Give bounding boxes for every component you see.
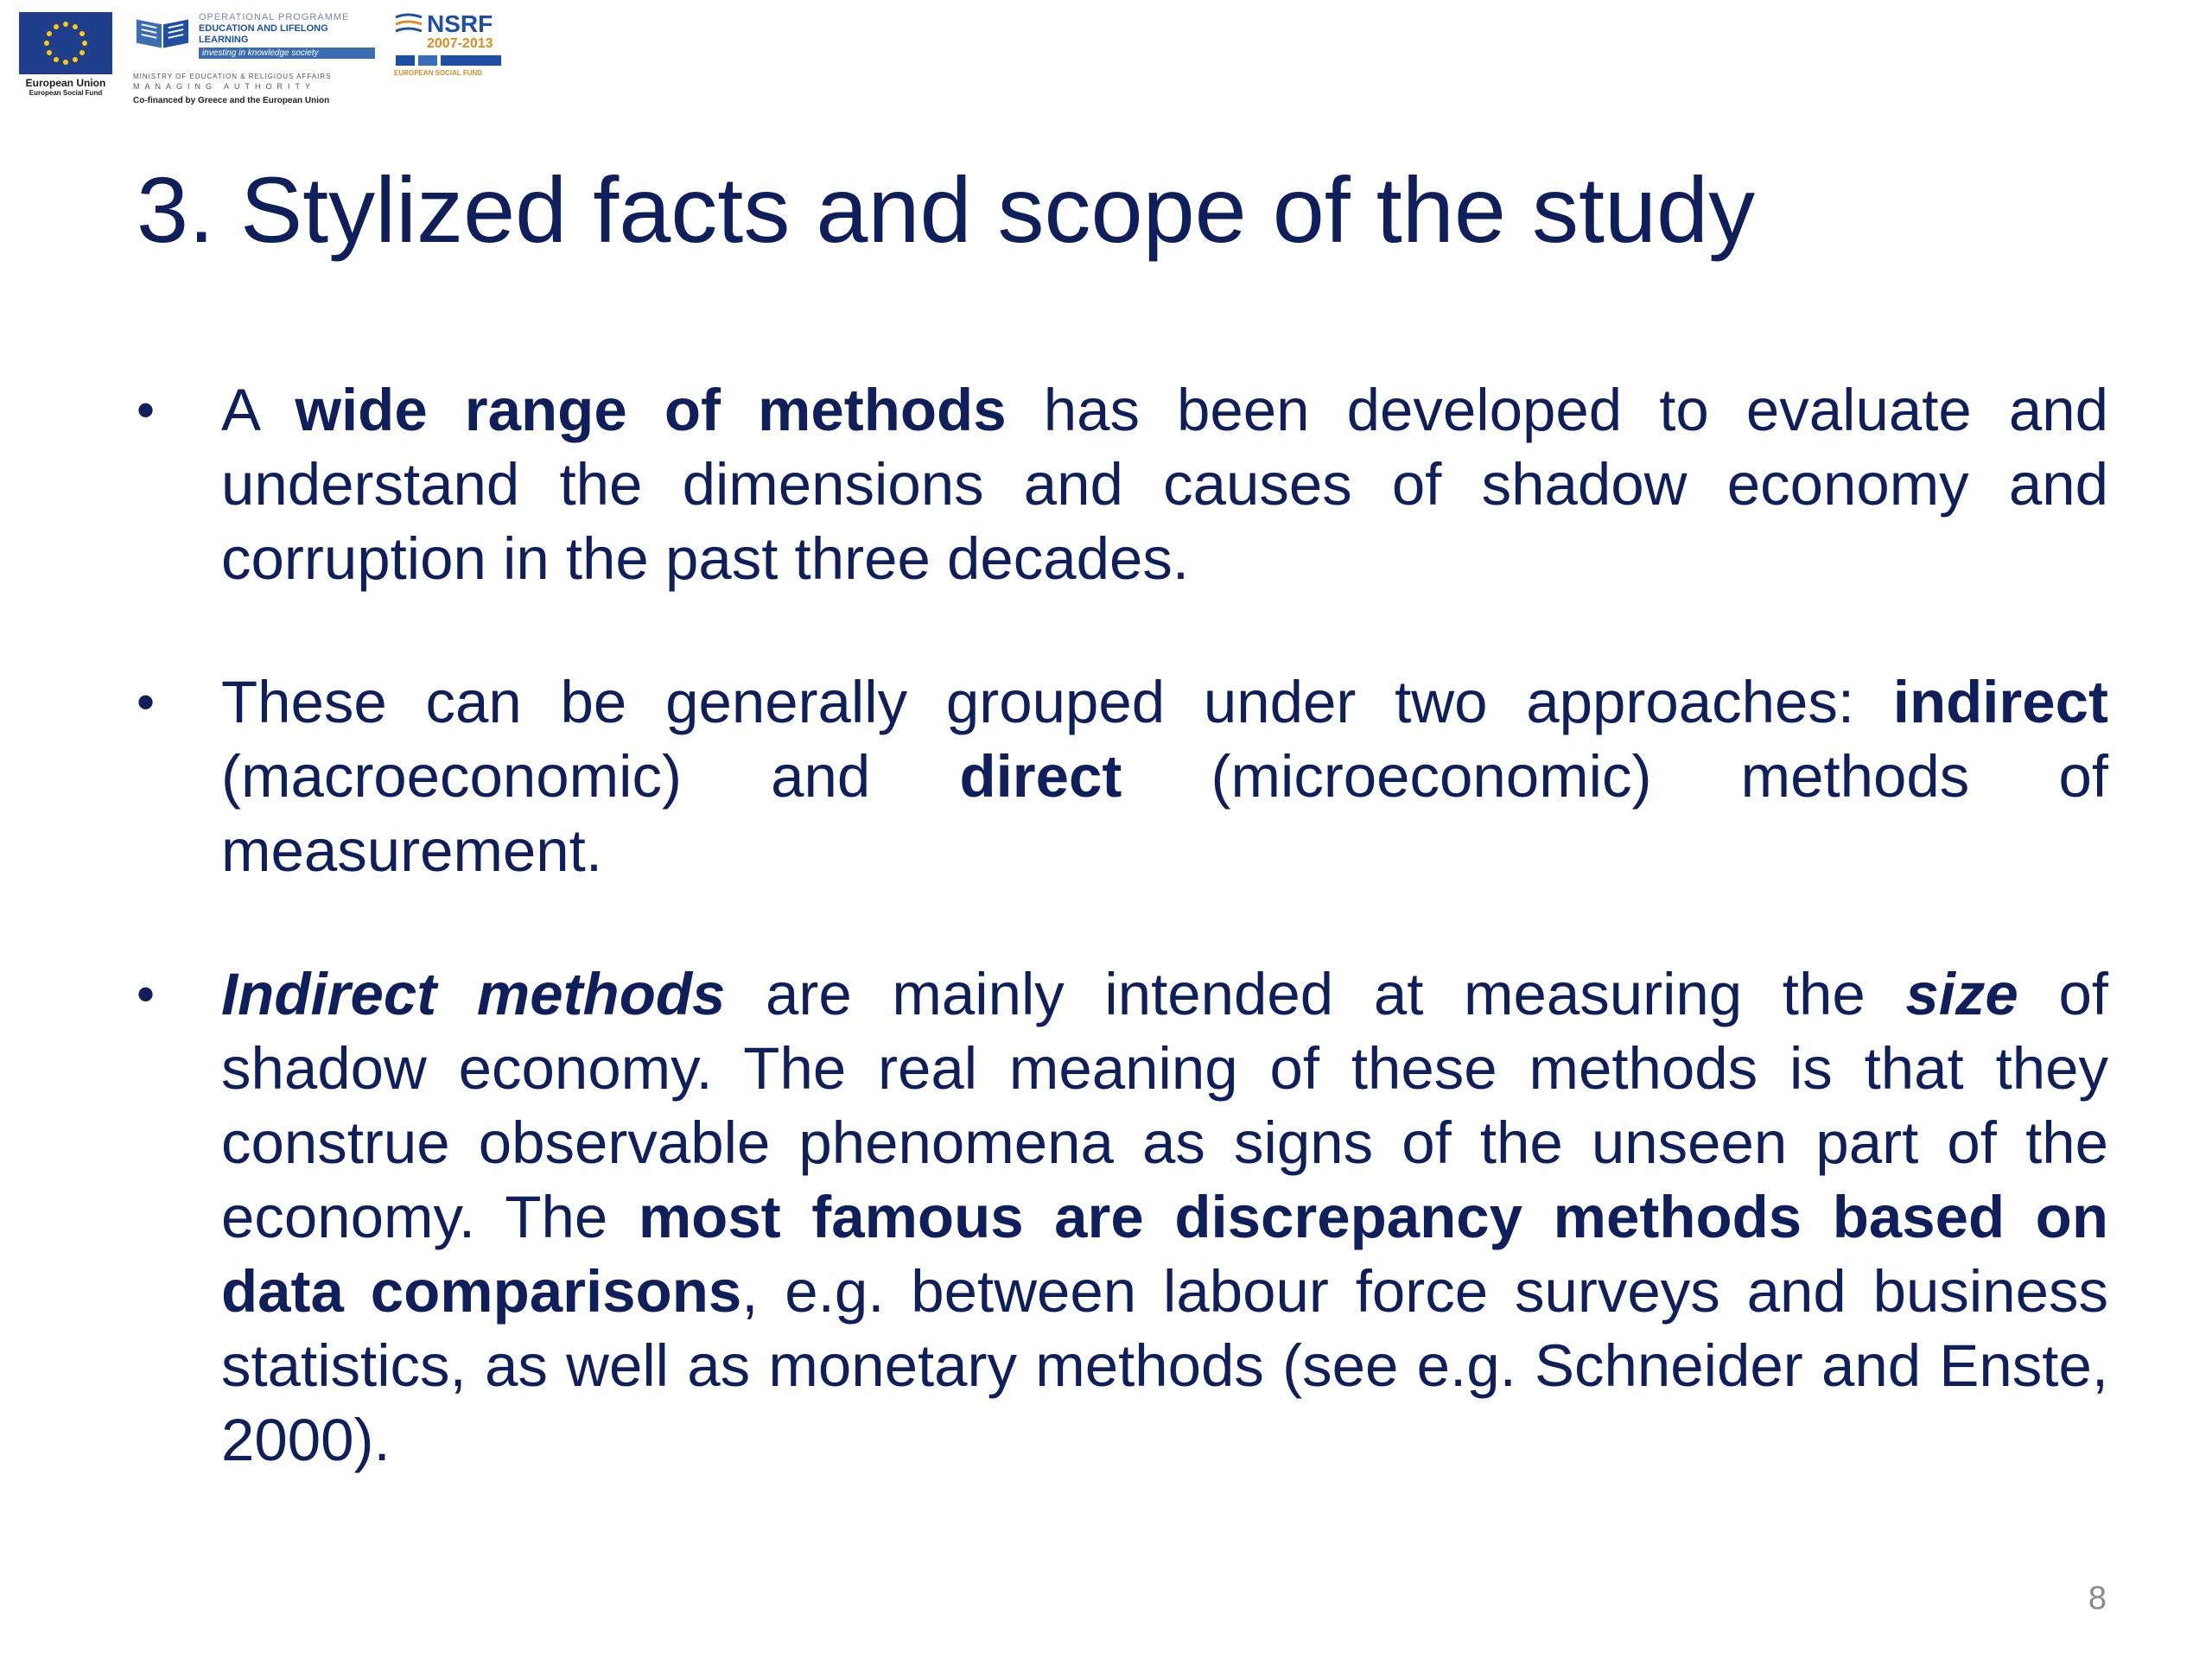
bullet-dot-icon: • bbox=[137, 673, 156, 731]
bullet-emphasis: wide range of methods bbox=[295, 377, 1007, 443]
nsrf-swoosh-icon bbox=[394, 12, 423, 36]
nsrf-name: NSRF bbox=[427, 10, 493, 37]
eu-caption: European Union bbox=[25, 77, 106, 89]
eu-logo bbox=[17, 12, 114, 97]
nsrf-banner bbox=[441, 55, 501, 66]
nsrf-esf: EUROPEAN SOCIAL FUND bbox=[394, 69, 483, 77]
op-programme-label: OPERATIONAL PROGRAMME bbox=[198, 12, 350, 22]
greek-flag-icon bbox=[396, 55, 415, 66]
bullet-emphasis: direct bbox=[959, 743, 1122, 810]
bullet-emphasis: Indirect methods bbox=[221, 961, 726, 1027]
nsrf-bars bbox=[396, 55, 506, 66]
eu-mini-flag-icon bbox=[418, 55, 437, 66]
bullet-text: A bbox=[221, 377, 296, 443]
op-programme-slogan: investing in knowledge society bbox=[199, 48, 375, 59]
bullet-emphasis: indirect bbox=[1892, 669, 2108, 735]
bullet-emphasis: most famous are discrepancy methods based on data comparisons bbox=[221, 1184, 2108, 1325]
op-managing-authority: MANAGING AUTHORITY bbox=[133, 82, 316, 91]
open-book-icon bbox=[133, 12, 192, 52]
op-programme-name: EDUCATION AND LIFELONG LEARNING bbox=[198, 23, 328, 45]
eu-flag-icon bbox=[19, 12, 112, 74]
bullet-text: (microeconomic) methods of measurement. bbox=[221, 743, 2108, 884]
bullet-text: These can be generally grouped under two approaches: bbox=[221, 669, 1893, 735]
operational-programme-logo bbox=[133, 12, 375, 107]
cofinanced-note: Co-financed by Greece and the European Union bbox=[133, 96, 330, 105]
eu-subcaption: European Social Fund bbox=[29, 89, 103, 97]
bullet-text: of shadow economy. The real meaning of these methods is that they construe observable phenomena as signs of the unseen part of the economy. The bbox=[221, 961, 2108, 1250]
bullet-item bbox=[130, 665, 2108, 888]
bullet-dot-icon: • bbox=[137, 965, 156, 1023]
bullet-list bbox=[130, 373, 2108, 1547]
bullet-text: has been developed to evaluate and understand the dimensions and causes of shadow economy and corruption in the past three decades. bbox=[221, 377, 2108, 592]
header-logo-strip bbox=[17, 12, 510, 124]
op-ministry: MINISTRY OF EDUCATION & RELIGIOUS AFFAIRS bbox=[133, 73, 332, 80]
nsrf-years: 2007-2013 bbox=[427, 36, 493, 51]
bullet-item bbox=[130, 373, 2108, 596]
bullet-dot-icon: • bbox=[137, 381, 156, 439]
bullet-text: are mainly intended at measuring the bbox=[725, 961, 1906, 1027]
nsrf-logo bbox=[394, 12, 506, 78]
slide-title: 3. Stylized facts and scope of the study bbox=[137, 157, 1756, 262]
bullet-text: (macroeconomic) and bbox=[221, 743, 960, 810]
bullet-text: , e.g. between labour force surveys and business statistics, as well as monetary methods (see e.g. Schneider and Enste, 2000). bbox=[221, 1258, 2108, 1473]
bullet-emphasis: size bbox=[1905, 961, 2018, 1027]
page-number: 8 bbox=[2088, 1580, 2107, 1617]
bullet-item bbox=[130, 957, 2108, 1478]
